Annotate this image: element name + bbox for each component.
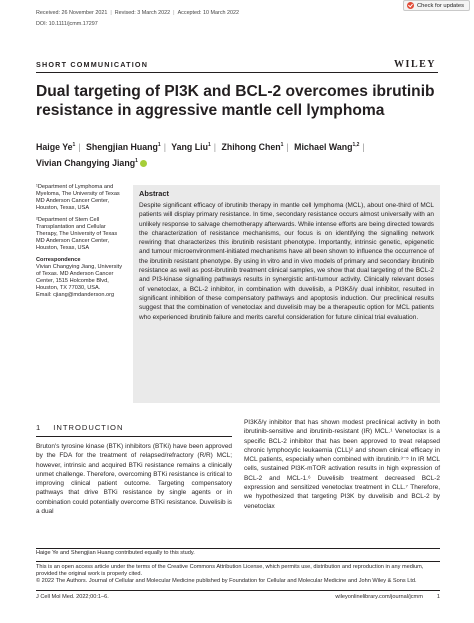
revised-date: Revised: 3 March 2022 [114,10,171,16]
header-rule [36,72,438,73]
section-heading [36,423,123,432]
author[interactable]: Yang Liu$^1$ [171,141,211,152]
license-rule [36,561,440,562]
correspondence-address: Vivian Changying Jiang, University of Texas. MD Anderson Cancer Center, 1515 Holcombe Blvd, Houston, TX 77030, USA. [36,264,123,291]
affiliation-2: ²Department of Stem Cell Transplantation and Cellular Therapy, The University of Texas MD Anderson Cancer Center, Houston, Texas, USA [36,217,118,251]
copyright-statement: © 2022 The Authors. Journal of Cellular and Molecular Medicine published by Foundation for Cellular and Molecular Medicine and John Wiley & Sons Ltd. [36,578,417,584]
intro-left-column: Bruton's tyrosine kinase (BTK) inhibitors (BTKi) have been approved by the FDA for the treatment of relapsed/refractory (R/R) MCL; however, intrinsic and acquired BTKi resistance remains a clinically unmet challenge. Therefore, overcoming BTKi resistance is critical to improving clinical patient outcome. Targeting compensatory pathways that drive BTKi resistance by single agents or in combination could potentially overcome BTKi resistance. Duvelisib is a dual [36,443,232,516]
intro-right-column: PI3Kδ/γ inhibitor that has shown modest preclinical activity in both ibrutinib-sensitive and ibrutinib-resistant (IR) MCL.¹ Venetoclax is a specific BCL-2 inhibitor that has been approved to treat relapsed chronic lymphocytic leukaemia (CLL)² and shown clinical efficacy in MCL patients, especially when combined with ibrutinib.³⁻⁵ In IR MCL cells, sustained PI3K-mTOR activation results in high expression of BCL-2 and MCL-1.⁶ Duvelisib treatment decreased BCL-2 expression and sensitized venetoclax treatment in CLL.⁷ Therefore, we hypothesized that targeting PI3K by duvelisib and BCL-2 by venetoclax [244,419,440,510]
journal-citation: J Cell Mol Med. 2022;00:1–6. [36,594,109,600]
check-for-updates-button[interactable] [403,0,470,11]
abstract-text: Despite significant efficacy of ibrutinib therapy in mantle cell lymphoma (MCL), about one-third of MCL patients will display primary resistance. In time, secondary resistance occurs almost universally with an unlikely response to salvage chemotherapy afterwards. While intense efforts are being directed towards the characterization of resistance mechanisms, our focus is on identifying the signalling network rewiring that characterizes this ibrutinib resistant phenotype. Importantly, intrinsic genetic, epigenetic and tumour microenvironment-initiated mechanisms have all been shown to influence the occurrence of the ibrutinib resistant phenotype. By using in vitro and in vivo models of primary and secondary ibrutinib resistance as well as post-ibrutinib treatment clinical samples, we show that dual targeting of the BCL-2 and PI3-kinase signalling pathways results in synergistic anti-tumour activity. Clinically relevant doses of venetoclax, a BCL-2 inhibitor, in combination with duvelisib, a PI3Kδ/γ dual inhibitor, resulted in significant inhibition of these compensatory pathways and apoptosis induction. Our preclinical results suggest that the combination of venetoclax and duvelisib may be a therapeutic option for MCL patients who experienced ibrutinib failure and merits careful consideration for future clinical trial evaluation. [139,202,434,321]
correspondence [36,257,126,299]
affiliation-1: ¹Department of Lymphoma and Myeloma, The University of Texas MD Anderson Cancer Center, Houston, Texas, USA [36,184,120,211]
check-updates-icon [407,2,414,9]
accepted-date: Accepted: 10 March 2022 [177,10,240,16]
footnote-rule [36,548,440,549]
abstract-heading: Abstract [139,189,169,198]
footer-right [335,594,440,601]
dates-line: Received: 26 November 2021 | Revised: 3 March 2022 | Accepted: 10 March 2022 [36,10,240,16]
correspondence-label: Correspondence [36,257,81,263]
license-statement: This is an open access article under the terms of the Creative Commons Attribution License, which permits use, distribution and reproduction in any medium, provided the original work is properly cited. [36,564,424,577]
doi[interactable]: DOI: 10.1111/jcmm.17297 [36,21,98,27]
author[interactable]: Vivian Changying Jiang$^1$ [36,157,138,168]
orcid-icon[interactable] [140,160,147,167]
author-list: Haige Ye$^1$ | Shengjian Huang$^1$ | Yang Liu$^1$ | Zhihong Chen$^1$ | Michael Wang$^{1,2}$ | Vivian Changying Jiang$^1$ [36,141,365,168]
author[interactable]: Shengjian Huang$^1$ [86,141,161,152]
received-date: Received: 26 November 2021 [36,10,108,16]
section-number: 1 [36,423,42,432]
journal-url[interactable]: wileyonlinelibrary.com/journal/jcmm [335,594,423,600]
check-updates-label: Check for updates [416,2,464,9]
page-number: 1 [436,594,440,600]
license-text [36,564,440,585]
section-rule [36,436,232,437]
footer-rule [36,590,440,591]
equal-contribution-note: Haige Ye and Shengjian Huang contributed equally to this study. [36,550,195,556]
section-title: INTRODUCTION [53,423,124,432]
abstract-box [133,185,440,403]
article-title: Dual targeting of PI3K and BCL-2 overcomes ibrutinib resistance in aggressive mantle cell lymphoma [36,83,435,119]
author[interactable]: Zhihong Chen$^1$ [221,141,284,152]
publisher-logo: WILEY [394,59,436,70]
article-type: SHORT COMMUNICATION [36,60,149,69]
author[interactable]: Haige Ye$^1$ [36,141,76,152]
affiliations [36,184,126,304]
correspondence-email[interactable]: Email: cjiang@mdanderson.org [36,292,115,298]
author[interactable]: Michael Wang$^{1,2}$ [294,141,360,152]
